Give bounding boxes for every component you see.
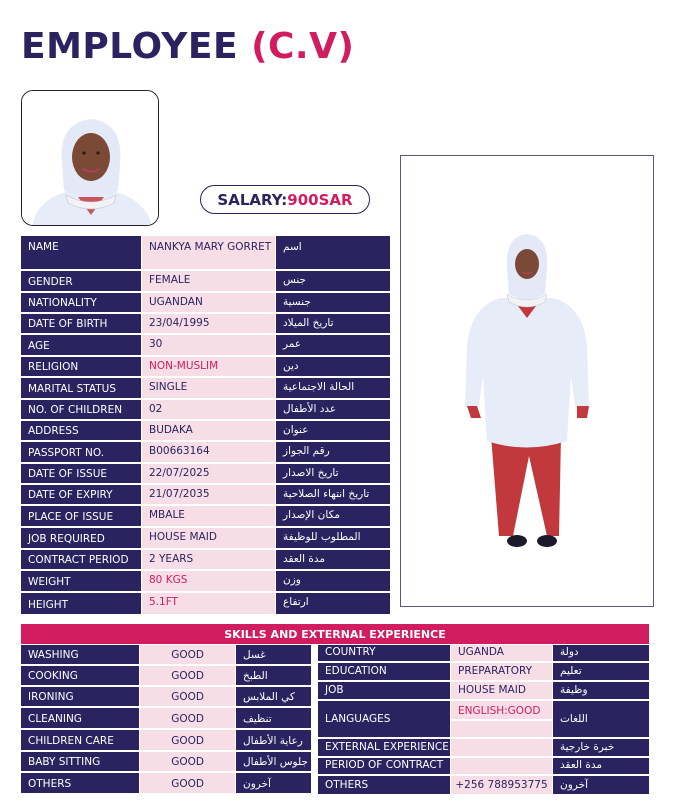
- info-arabic: جنس: [275, 271, 390, 291]
- exp-value-phone: +256 788953775: [450, 776, 552, 794]
- info-row-date-of-issue: [21, 464, 390, 485]
- info-value: 2 YEARS: [141, 550, 275, 569]
- info-row-age: [21, 335, 390, 357]
- info-row-religion: [21, 357, 390, 378]
- exp-row-country: [318, 645, 649, 663]
- info-label: MARITAL STATUS: [21, 378, 141, 398]
- info-label: DATE OF EXPIRY: [21, 485, 141, 504]
- info-value: B00663164: [141, 442, 275, 462]
- info-arabic: تاريخ الميلاد: [275, 314, 390, 333]
- skill-rating: GOOD: [139, 708, 235, 728]
- info-value: 80 KGS: [141, 571, 275, 591]
- skill-label: CLEANING: [21, 708, 139, 728]
- info-arabic: تاريخ انتهاء الصلاحية: [275, 485, 390, 504]
- skill-row-others: [21, 773, 311, 793]
- language-english: ENGLISH:GOOD: [451, 701, 552, 721]
- info-value: 22/07/2025: [141, 464, 275, 483]
- info-row-job-required: [21, 528, 390, 550]
- skill-row-baby-sitting: [21, 752, 311, 773]
- info-label: DATE OF BIRTH: [21, 314, 141, 333]
- skill-row-washing: [21, 645, 311, 666]
- info-value: 23/04/1995: [141, 314, 275, 333]
- skill-arabic: جلوس الأطفال: [235, 752, 311, 771]
- skill-label: BABY SITTING: [21, 752, 139, 771]
- info-arabic: الحالة الاجتماعية: [275, 378, 390, 398]
- info-arabic: دين: [275, 357, 390, 376]
- info-row-name: [21, 236, 390, 271]
- exp-label: LANGUAGES: [318, 701, 450, 737]
- skill-rating: GOOD: [139, 645, 235, 664]
- info-value: FEMALE: [141, 271, 275, 291]
- info-value: 30: [141, 335, 275, 355]
- info-row-height: [21, 593, 390, 614]
- info-value: 21/07/2035: [141, 485, 275, 504]
- info-row-gender: [21, 271, 390, 293]
- exp-value: [450, 739, 552, 756]
- info-label: NO. OF CHILDREN: [21, 400, 141, 419]
- portrait-photo: [21, 90, 159, 226]
- info-arabic: عمر: [275, 335, 390, 355]
- person-full-body-icon: [401, 156, 654, 607]
- info-arabic: عنوان: [275, 421, 390, 440]
- info-value: UGANDAN: [141, 293, 275, 312]
- info-label: CONTRACT PERIOD: [21, 550, 141, 569]
- info-label: NAME: [21, 236, 141, 269]
- skill-label: CHILDREN CARE: [21, 730, 139, 750]
- skill-rating: GOOD: [139, 773, 235, 793]
- full-body-photo: [400, 155, 654, 607]
- skill-rating: GOOD: [139, 730, 235, 750]
- info-arabic: ارتفاع: [275, 593, 390, 614]
- info-value: HOUSE MAID: [141, 528, 275, 548]
- skill-label: WASHING: [21, 645, 139, 664]
- exp-value: PREPARATORY: [450, 663, 552, 680]
- exp-label: OTHERS: [318, 776, 450, 794]
- exp-label: COUNTRY: [318, 645, 450, 661]
- skill-arabic: آخرون: [235, 773, 311, 793]
- exp-label: EXTERNAL EXPERIENCE: [318, 739, 450, 756]
- info-row-date-of-expiry: [21, 485, 390, 506]
- title-main: EMPLOYEE: [21, 26, 252, 67]
- info-arabic: جنسية: [275, 293, 390, 312]
- info-arabic: المطلوب للوظيفة: [275, 528, 390, 548]
- experience-table: [318, 645, 649, 794]
- salary-amount: 900SAR: [287, 190, 353, 209]
- person-portrait-icon: [22, 91, 159, 226]
- exp-value: HOUSE MAID: [450, 682, 552, 699]
- exp-arabic: خبرة خارجية: [552, 739, 649, 756]
- skill-rating: GOOD: [139, 752, 235, 771]
- info-row-nationality: [21, 293, 390, 314]
- info-label: AGE: [21, 335, 141, 355]
- info-row-marital-status: [21, 378, 390, 400]
- skills-section-header: SKILLS AND EXTERNAL EXPERIENCE: [21, 624, 649, 644]
- exp-label: PERIOD OF CONTRACT: [318, 758, 450, 774]
- skill-arabic: غسل: [235, 645, 311, 664]
- info-row-weight: [21, 571, 390, 593]
- exp-value: UGANDA: [450, 645, 552, 661]
- info-arabic: رقم الجواز: [275, 442, 390, 462]
- info-value: SINGLE: [141, 378, 275, 398]
- info-label: DATE OF ISSUE: [21, 464, 141, 483]
- exp-row-period-of-contract: [318, 758, 649, 776]
- info-label: ADDRESS: [21, 421, 141, 440]
- info-label: PASSPORT NO.: [21, 442, 141, 462]
- info-label: HEIGHT: [21, 593, 141, 614]
- info-label: NATIONALITY: [21, 293, 141, 312]
- info-row-contract-period: [21, 550, 390, 571]
- info-row-date-of-birth: [21, 314, 390, 335]
- info-arabic: مدة العقد: [275, 550, 390, 569]
- exp-arabic: مدة العقد: [552, 758, 649, 774]
- personal-info-table: [21, 236, 390, 614]
- info-arabic: عدد الأطفال: [275, 400, 390, 419]
- info-value: NON-MUSLIM: [141, 357, 275, 376]
- exp-arabic: اللغات: [552, 701, 649, 737]
- page-title: [21, 26, 354, 67]
- skill-row-cooking: [21, 666, 311, 687]
- exp-arabic: وظيفة: [552, 682, 649, 699]
- skill-rating: GOOD: [139, 666, 235, 685]
- skill-arabic: الطبخ: [235, 666, 311, 685]
- skill-label: IRONING: [21, 687, 139, 706]
- exp-row-others: [318, 776, 649, 794]
- exp-arabic: تعليم: [552, 663, 649, 680]
- info-arabic: وزن: [275, 571, 390, 591]
- salary-label: SALARY:: [217, 190, 288, 209]
- salary-badge: [200, 185, 370, 214]
- skill-label: OTHERS: [21, 773, 139, 793]
- language-second: [451, 721, 552, 737]
- exp-row-education: [318, 663, 649, 682]
- info-label: WEIGHT: [21, 571, 141, 591]
- skill-arabic: تنظيف: [235, 708, 311, 728]
- info-label: RELIGION: [21, 357, 141, 376]
- skill-arabic: كي الملابس: [235, 687, 311, 706]
- exp-value-languages: [450, 701, 552, 737]
- title-accent: (C.V): [251, 26, 355, 67]
- exp-arabic: آخرون: [552, 776, 649, 794]
- skill-label: COOKING: [21, 666, 139, 685]
- info-row-place-of-issue: [21, 506, 390, 528]
- info-value: MBALE: [141, 506, 275, 526]
- info-row-passport: [21, 442, 390, 464]
- exp-row-external-experience: [318, 739, 649, 758]
- info-value: BUDAKA: [141, 421, 275, 440]
- info-label: JOB REQUIRED: [21, 528, 141, 548]
- info-label: PLACE OF ISSUE: [21, 506, 141, 526]
- info-arabic: مكان الإصدار: [275, 506, 390, 526]
- exp-label: JOB: [318, 682, 450, 699]
- skill-row-ironing: [21, 687, 311, 708]
- skills-table: [21, 645, 311, 793]
- info-row-address: [21, 421, 390, 442]
- info-label: GENDER: [21, 271, 141, 291]
- exp-row-job: [318, 682, 649, 701]
- info-value: NANKYA MARY GORRET: [141, 236, 275, 269]
- info-arabic: اسم: [275, 236, 390, 269]
- exp-value: [450, 758, 552, 774]
- skill-row-children-care: [21, 730, 311, 752]
- info-value: 02: [141, 400, 275, 419]
- skill-row-cleaning: [21, 708, 311, 730]
- info-row-children: [21, 400, 390, 421]
- skill-arabic: رعاية الأطفال: [235, 730, 311, 750]
- exp-label: EDUCATION: [318, 663, 450, 680]
- exp-row-languages: [318, 701, 649, 739]
- info-value: 5.1FT: [141, 593, 275, 614]
- exp-arabic: دولة: [552, 645, 649, 661]
- skill-rating: GOOD: [139, 687, 235, 706]
- info-arabic: تاريخ الاصدار: [275, 464, 390, 483]
